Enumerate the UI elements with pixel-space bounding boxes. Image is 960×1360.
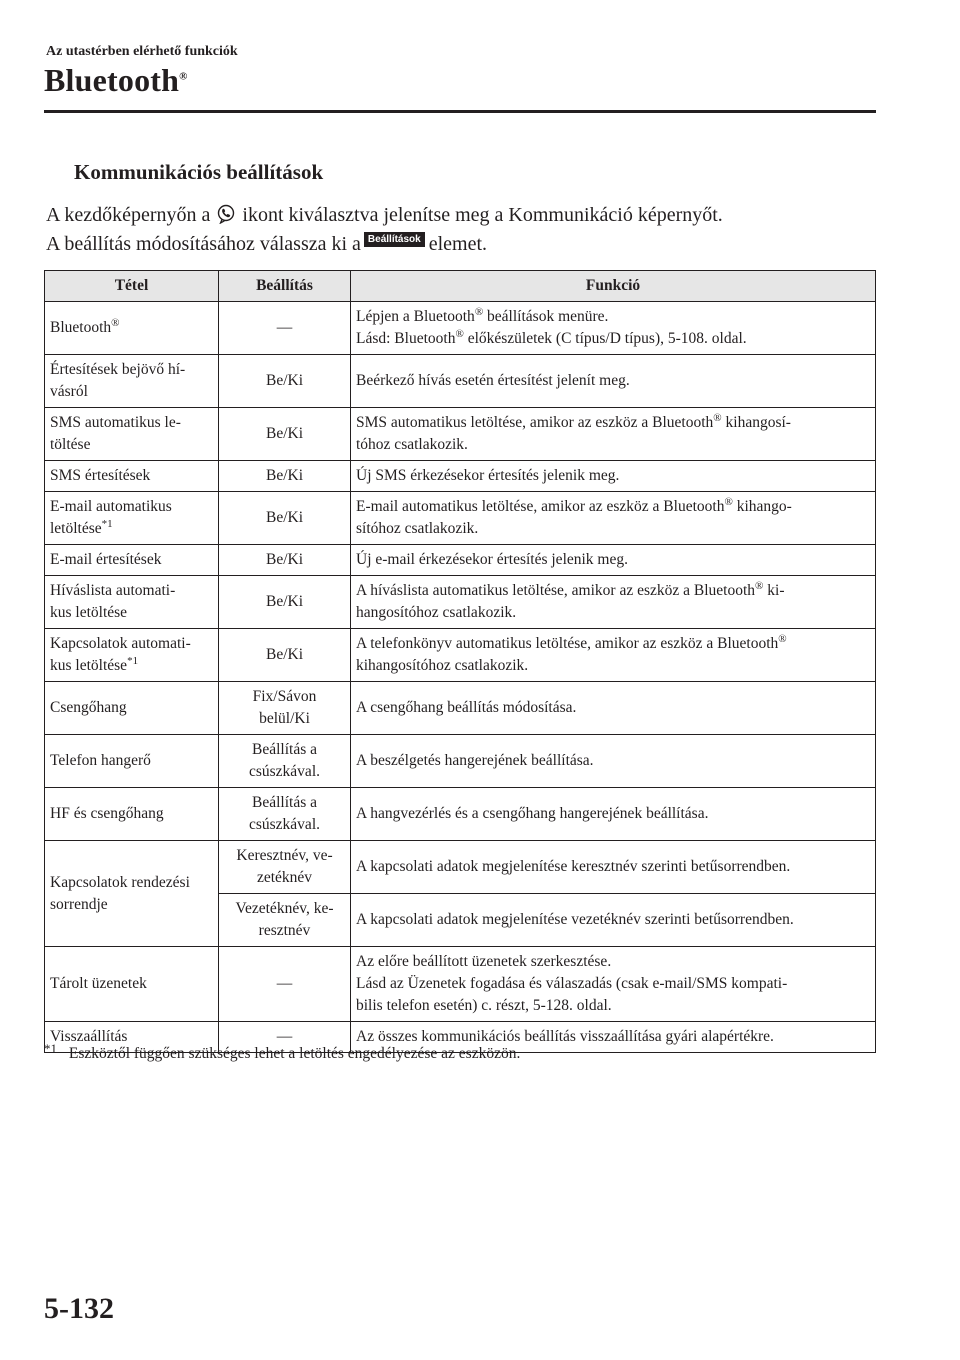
table-row: [45, 355, 876, 408]
table-row: [45, 629, 876, 682]
cell-setting: Be/Ki: [219, 545, 351, 576]
intro-line-1-start: A kezdőképernyőn a: [46, 204, 211, 226]
cell-setting: Be/Ki: [219, 408, 351, 461]
table-row: [45, 302, 876, 355]
footnote: [44, 1041, 520, 1063]
title-divider: [44, 110, 876, 113]
cell-item: Csengőhang: [45, 682, 219, 735]
cell-item: E-mail automatikus letöltése$^{*1}$: [45, 492, 219, 545]
page-number: 5-132: [44, 1292, 114, 1325]
cell-item: SMS értesítések: [45, 461, 219, 492]
footnote-text: Eszköztől függően szükséges lehet a letöltés engedélyezése az eszközön.: [68, 1045, 521, 1062]
intro-line-2-end: elemet.: [428, 233, 488, 255]
cell-setting: Be/Ki: [219, 576, 351, 629]
cell-function: A kapcsolati adatok megjelenítése keresztnév szerinti betűsorrendben.: [351, 841, 876, 894]
cell-function: A csengőhang beállítás módosítása.: [351, 682, 876, 735]
cell-setting: Keresztnév, ve- zetéknév: [219, 841, 351, 894]
cell-function: Új SMS érkezésekor értesítés jelenik meg.: [351, 461, 876, 492]
header-function: Funkció: [351, 271, 876, 302]
cell-item: Híváslista automati- kus letöltése: [45, 576, 219, 629]
cell-function: Új e-mail érkezésekor értesítés jelenik meg.: [351, 545, 876, 576]
page-title: Bluetooth®: [44, 62, 188, 98]
cell-item: Tárolt üzenetek: [45, 947, 219, 1022]
section-label: Az utastérben elérhető funkciók: [46, 44, 238, 59]
table-body: [45, 302, 876, 1053]
cell-item: Kapcsolatok rendezési sorrendje: [45, 841, 219, 947]
table-row: [45, 408, 876, 461]
table-row: [45, 545, 876, 576]
cell-setting: Beállítás a csúszkával.: [219, 788, 351, 841]
cell-function: A hangvezérlés és a csengőhang hangerejének beállítása.: [351, 788, 876, 841]
intro-line-2-start: A beállítás módosításához válassza ki a: [46, 233, 361, 255]
table-row: [45, 735, 876, 788]
cell-setting: —: [219, 302, 351, 355]
cell-function: Az összes kommunikációs beállítás visszaállítása gyári alapértékre.: [351, 1022, 876, 1053]
cell-item: SMS automatikus le- töltése: [45, 408, 219, 461]
table-row: [45, 492, 876, 545]
cell-item: Visszaállítás: [45, 1022, 219, 1053]
settings-table: [44, 270, 876, 1053]
cell-setting: Vezetéknév, ke- resztnév: [219, 894, 351, 947]
footnote-mark: *1: [44, 1041, 57, 1056]
cell-function: A telefonkönyv automatikus letöltése, amikor az eszköz a Bluetooth® kihangosítóhoz csatlakozik.: [351, 629, 876, 682]
settings-key-label: Beállítások: [364, 232, 425, 247]
cell-setting: Beállítás a csúszkával.: [219, 735, 351, 788]
table-row: [45, 576, 876, 629]
table-row: [45, 788, 876, 841]
cell-function: E-mail automatikus letöltése, amikor az eszköz a Bluetooth® kihango- sítóhoz csatlakozik.: [351, 492, 876, 545]
intro-line-1: [46, 204, 723, 230]
cell-function: Beérkező hívás esetén értesítést jelenít meg.: [351, 355, 876, 408]
cell-setting: —: [219, 1022, 351, 1053]
cell-item: Kapcsolatok automati- kus letöltése$^{*1}$: [45, 629, 219, 682]
cell-setting: —: [219, 947, 351, 1022]
table-row: [45, 841, 876, 894]
cell-function: Lépjen a Bluetooth® beállítások menüre. Lásd: Bluetooth® előkészületek (C típus/D típus), 5-108. oldal.: [351, 302, 876, 355]
cell-function: Az előre beállított üzenetek szerkesztése. Lásd az Üzenetek fogadása és válaszadás (csak e-mail/SMS kompati- bilis telefon esetén) c. részt, 5-128. oldal.: [351, 947, 876, 1022]
intro-line-1-end: ikont kiválasztva jelenítse meg a Kommunikáció képernyőt.: [242, 204, 723, 226]
header-item: Tétel: [45, 271, 219, 302]
cell-setting: Be/Ki: [219, 461, 351, 492]
cell-function: A beszélgetés hangerejének beállítása.: [351, 735, 876, 788]
intro-line-2: [46, 232, 487, 256]
cell-item: Értesítések bejövő hí- vásról: [45, 355, 219, 408]
subheading: Kommunikációs beállítások: [74, 160, 324, 184]
cell-item: Bluetooth®: [45, 302, 219, 355]
table-row: [45, 682, 876, 735]
cell-item: Telefon hangerő: [45, 735, 219, 788]
table-header-row: [45, 271, 876, 302]
cell-setting: Be/Ki: [219, 492, 351, 545]
cell-function: SMS automatikus letöltése, amikor az eszköz a Bluetooth® kihangosí- tóhoz csatlakozik.: [351, 408, 876, 461]
header-setting: Beállítás: [219, 271, 351, 302]
cell-function: A híváslista automatikus letöltése, amikor az eszköz a Bluetooth® ki- hangosítóhoz csatlakozik.: [351, 576, 876, 629]
cell-setting: Fix/Sávon belül/Ki: [219, 682, 351, 735]
cell-setting: Be/Ki: [219, 355, 351, 408]
cell-item: E-mail értesítések: [45, 545, 219, 576]
table-row: [45, 461, 876, 492]
cell-setting: Be/Ki: [219, 629, 351, 682]
communication-icon: [217, 204, 235, 230]
cell-function: A kapcsolati adatok megjelenítése vezetéknév szerinti betűsorrendben.: [351, 894, 876, 947]
table-row: [45, 947, 876, 1022]
cell-item: HF és csengőhang: [45, 788, 219, 841]
